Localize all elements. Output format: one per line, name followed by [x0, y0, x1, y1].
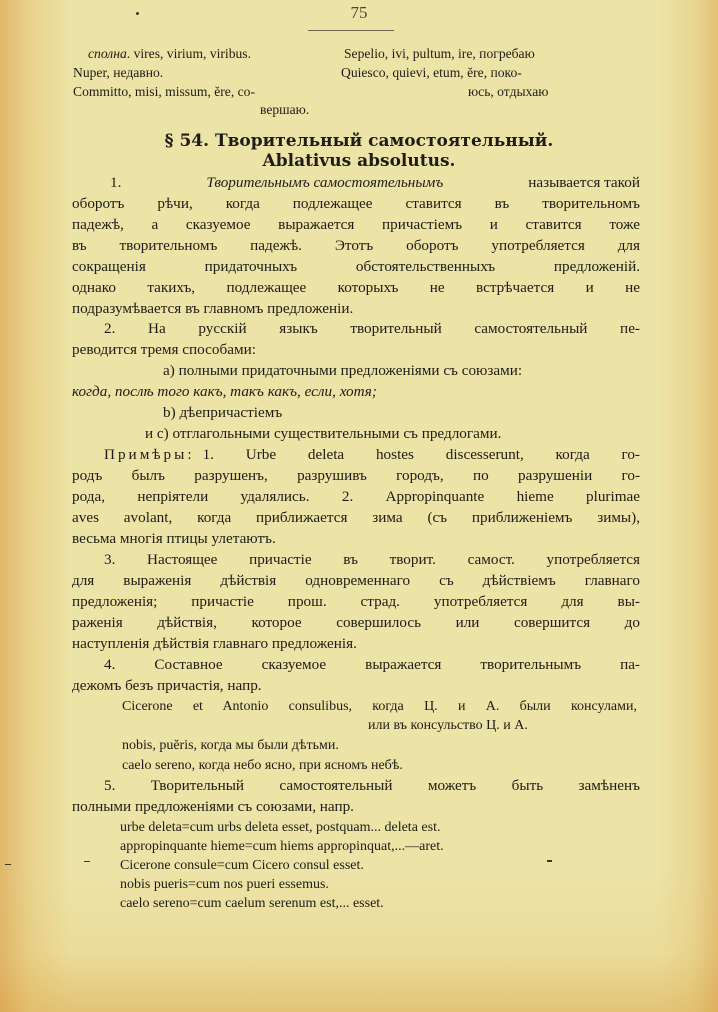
- paragraph-4-line: 4. Составное сказуемое выражается творительнымъ па-: [104, 656, 640, 673]
- paragraph-3-line: 3. Настоящее причастіе въ творит. самост. употребляется: [104, 551, 640, 568]
- paragraph-4-example: nobis, puĕris, когда мы были дѣтьми.: [122, 738, 339, 753]
- paragraph-4-line: дежомъ безъ причастія, напр.: [72, 677, 262, 694]
- method-c: и c) отглагольными существительными съ предлогами.: [145, 425, 502, 442]
- paragraph-5-example: urbe deleta=cum urbs deleta esset, postquam... deleta est.: [120, 820, 441, 835]
- paragraph-1-line: оборотъ рѣчи, когда подлежащее ставится въ творительномъ: [72, 195, 640, 212]
- examples-line: родъ былъ разрушенъ, разрушивъ городъ, по разрушеніи го-: [72, 467, 640, 484]
- examples-line: весьма многія птицы улетаютъ.: [72, 530, 276, 547]
- paragraph-2-line: реводится тремя способами:: [72, 341, 256, 358]
- paragraph-5-line: 5. Творительный самостоятельный можетъ быть замѣненъ: [104, 777, 640, 794]
- examples-line: рода, непріятели удалялись. 2. Appropinquante hieme plurimae: [72, 488, 640, 505]
- examples-line: aves avolant, когда приближается зима (съ приближеніемъ зимы),: [72, 509, 640, 526]
- paragraph-1-line: сокращенія придаточныхъ обстоятельственныхъ предложеній.: [72, 258, 640, 275]
- vocab-left-3: Committo, misi, missum, ĕre, со-: [73, 84, 255, 99]
- vocab-left-1: сполна. vires, virium, viribus.: [88, 46, 251, 61]
- section-title: § 54. Творительный самостоятельный.: [164, 131, 554, 151]
- paragraph-5-example: appropinquante hieme=cum hiems appropinquat,...—aret.: [120, 839, 444, 854]
- paragraph-3-line: наступленія дѣйствія главнаго предложенія.: [72, 635, 357, 652]
- vocab-right-3: юсь, отдыхаю: [468, 84, 549, 99]
- paragraph-1-line: въ творительномъ падежѣ. Этотъ оборотъ употребляется для: [72, 237, 640, 254]
- paragraph-3-line: раженія дѣйствія, которое совершилось или совершится до: [72, 614, 640, 631]
- paragraph-3-line: предложенія; причастіе прош. страд. употребляется для вы-: [72, 593, 640, 610]
- paragraph-4-example: или въ консульство Ц. и А.: [368, 718, 528, 733]
- print-speck: [136, 12, 139, 15]
- vocab-left-4: вершаю.: [260, 102, 310, 117]
- page-number: 75: [350, 3, 368, 22]
- section-subtitle: Ablativus absolutus.: [262, 151, 456, 171]
- vocab-right-2: Quiesco, quievi, etum, ĕre, поко-: [341, 65, 522, 80]
- paragraph-2-line: 2. На русскій языкъ творительный самостоятельный пе-: [104, 320, 640, 337]
- examples-first-line: Примѣры: 1. Urbe deleta hostes discesserunt, когда го-: [104, 446, 640, 463]
- paragraph-5-example: caelo sereno=cum caelum serenum est,... esset.: [120, 896, 384, 911]
- paragraph-4-example: caelo sereno, когда небо ясно, при ясномъ небѣ.: [122, 758, 403, 773]
- print-speck: [547, 860, 552, 862]
- vocab-right-1: Sepelio, ivi, pultum, ire, погребаю: [344, 46, 535, 61]
- print-speck: [84, 861, 90, 862]
- paragraph-5-example: nobis pueris=cum nos pueri essemus.: [120, 877, 329, 892]
- paragraph-1-line: однако такихъ, подлежащее которыхъ не встрѣчается и не: [72, 279, 640, 296]
- method-a-conjunctions: когда, послѣ того какъ, такъ какъ, если, хотя;: [72, 383, 377, 400]
- vocab-left-2: Nuper, недавно.: [73, 65, 164, 80]
- print-speck: [5, 864, 11, 865]
- paragraph-1-first-line: 1. Творительнымъ самостоятельнымъ называется такой: [110, 174, 640, 191]
- paragraph-3-line: для выраженія дѣйствія одновременнаго съ дѣйствіемъ главнаго: [72, 572, 640, 589]
- paragraph-5-example: Cicerone consule=cum Cicero consul esset.: [120, 858, 364, 873]
- paragraph-5-line: полными предложеніями съ союзами, напр.: [72, 798, 354, 815]
- paragraph-1-line: подразумѣвается въ главномъ предложеніи.: [72, 300, 354, 317]
- paragraph-4-example: Cicerone et Antonio consulibus, когда Ц. и А. были консулами,: [122, 699, 637, 714]
- paragraph-1-line: падежѣ, а сказуемое выражается причастіемъ и ставится тоже: [72, 216, 640, 233]
- page-number-rule: [308, 30, 394, 31]
- method-a: a) полными придаточными предложеніями съ союзами:: [163, 362, 523, 379]
- method-b: b) дѣепричастіемъ: [163, 404, 283, 421]
